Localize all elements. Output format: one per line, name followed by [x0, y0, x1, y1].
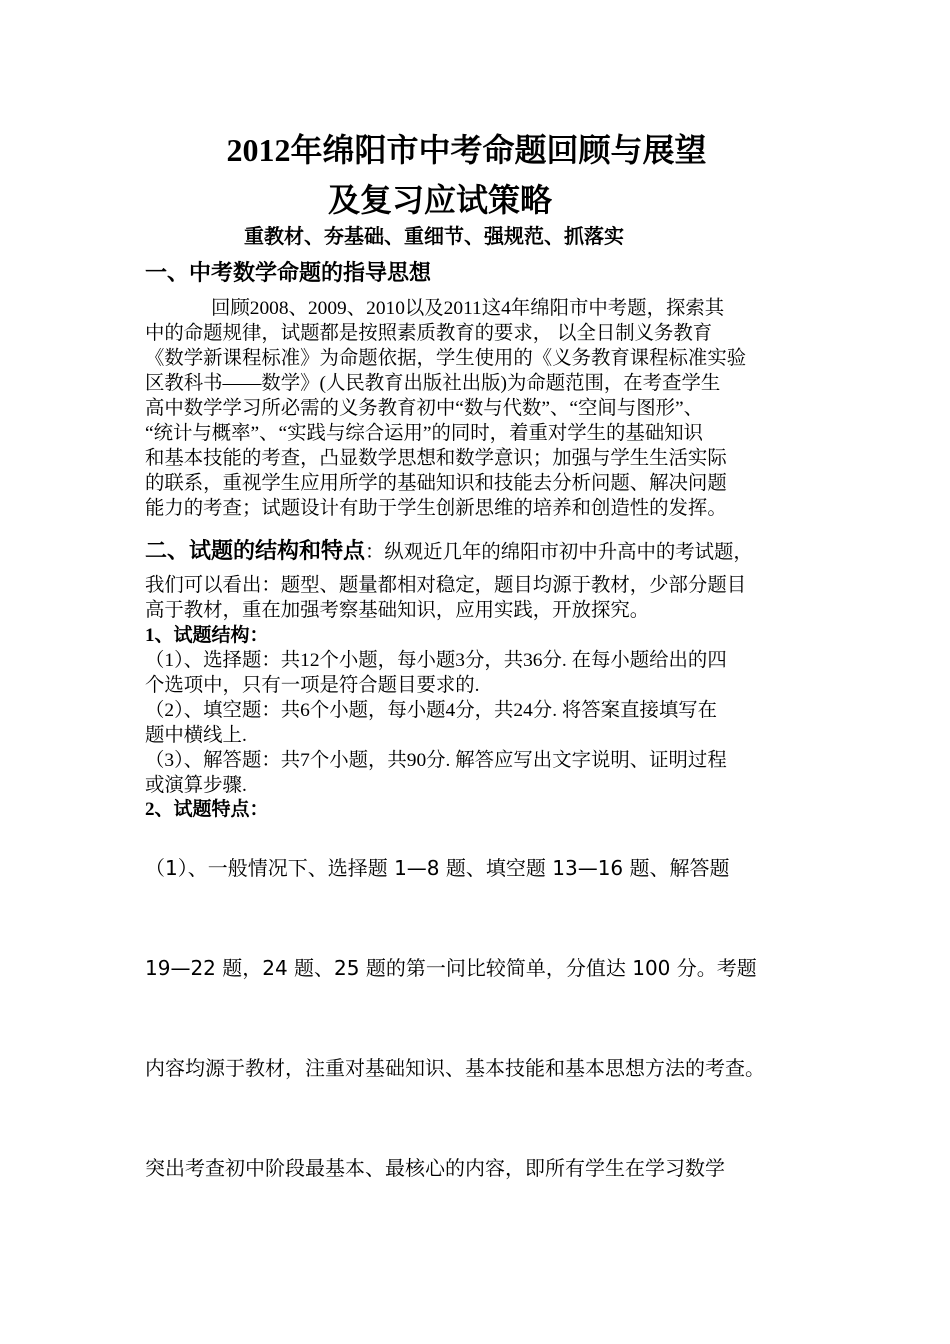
paragraph-line: 能力的考查；试题设计有助于学生创新思维的培养和创造性的发挥。	[145, 498, 727, 519]
structure-list	[145, 648, 810, 798]
paragraph-line: 高中数学学习所必需的义务教育初中“数与代数”、“空间与图形”、	[145, 398, 703, 419]
list-line: （1）、选择题：共12个小题，每小题3分，共36分. 在每小题给出的四	[145, 650, 727, 671]
paragraph-line: 高于教材，重在加强考察基础知识，应用实践，开放探究。	[145, 600, 650, 621]
features-line: 内容均源于教材，注重对基础知识、基本技能和基本思想方法的考查。	[145, 1056, 765, 1080]
paragraph-line: 中的命题规律，试题都是按照素质教育的要求， 以全日制义务教育	[145, 323, 713, 344]
list-line: 或演算步骤.	[145, 775, 247, 796]
structure-heading: 1、试题结构：	[145, 625, 269, 646]
document-title-line1: 2012年绵阳市中考命题回顾与展望	[226, 132, 707, 168]
section2-heading: 二、试题的结构和特点	[145, 538, 366, 563]
paragraph-line: 我们可以看出：题型、题量都相对稳定，题目均源于教材，少部分题目	[145, 575, 747, 596]
list-line: （2）、填空题：共6个小题，每小题4分，共24分. 将答案直接填写在	[145, 700, 718, 721]
features-line: 19—22 题，24 题、25 题的第一问比较简单，分值达 100 分。考题	[145, 956, 757, 980]
paragraph-line: 《数学新课程标准》为命题依据，学生使用的《义务教育课程标准实验	[145, 348, 747, 369]
features-line: （1）、一般情况下、选择题 1—8 题、填空题 13—16 题、解答题	[145, 856, 730, 880]
paragraph-line: 和基本技能的考查，凸显数学思想和数学意识；加强与学生生活实际	[145, 448, 727, 469]
section2-paragraph	[145, 573, 810, 623]
features-line: 突出考查初中阶段最基本、最核心的内容，即所有学生在学习数学	[145, 1156, 725, 1180]
features-heading: 2、试题特点：	[145, 799, 269, 820]
paragraph-line: “统计与概率”、“实践与综合运用”的同时，着重对学生的基础知识	[145, 423, 703, 444]
paragraph-line: 区教科书——数学》(人民教育出版社出版)为命题范围，在考查学生	[145, 373, 721, 394]
paragraph-line: 回顾2008、2009、2010以及2011这4年绵阳市中考题，探索其	[211, 298, 725, 319]
list-line: （3）、解答题：共7个小题，共90分. 解答应写出文字说明、证明过程	[145, 750, 727, 771]
document-subtitle: 重教材、夯基础、重细节、强规范、抓落实	[244, 226, 624, 248]
list-line: 个选项中，只有一项是符合题目要求的.	[145, 675, 480, 696]
paragraph-line: 的联系，重视学生应用所学的基础知识和技能去分析问题、解决问题	[145, 473, 727, 494]
section2-lead: ：纵观近几年的绵阳市初中升高中的考试题，	[365, 542, 753, 563]
section1-heading: 一、中考数学命题的指导思想	[145, 260, 432, 285]
list-line: 题中横线上.	[145, 725, 247, 746]
document-title-line2: 及复习应试策略	[327, 182, 552, 218]
section2-heading-line	[145, 536, 753, 568]
section1-paragraph	[145, 296, 810, 521]
